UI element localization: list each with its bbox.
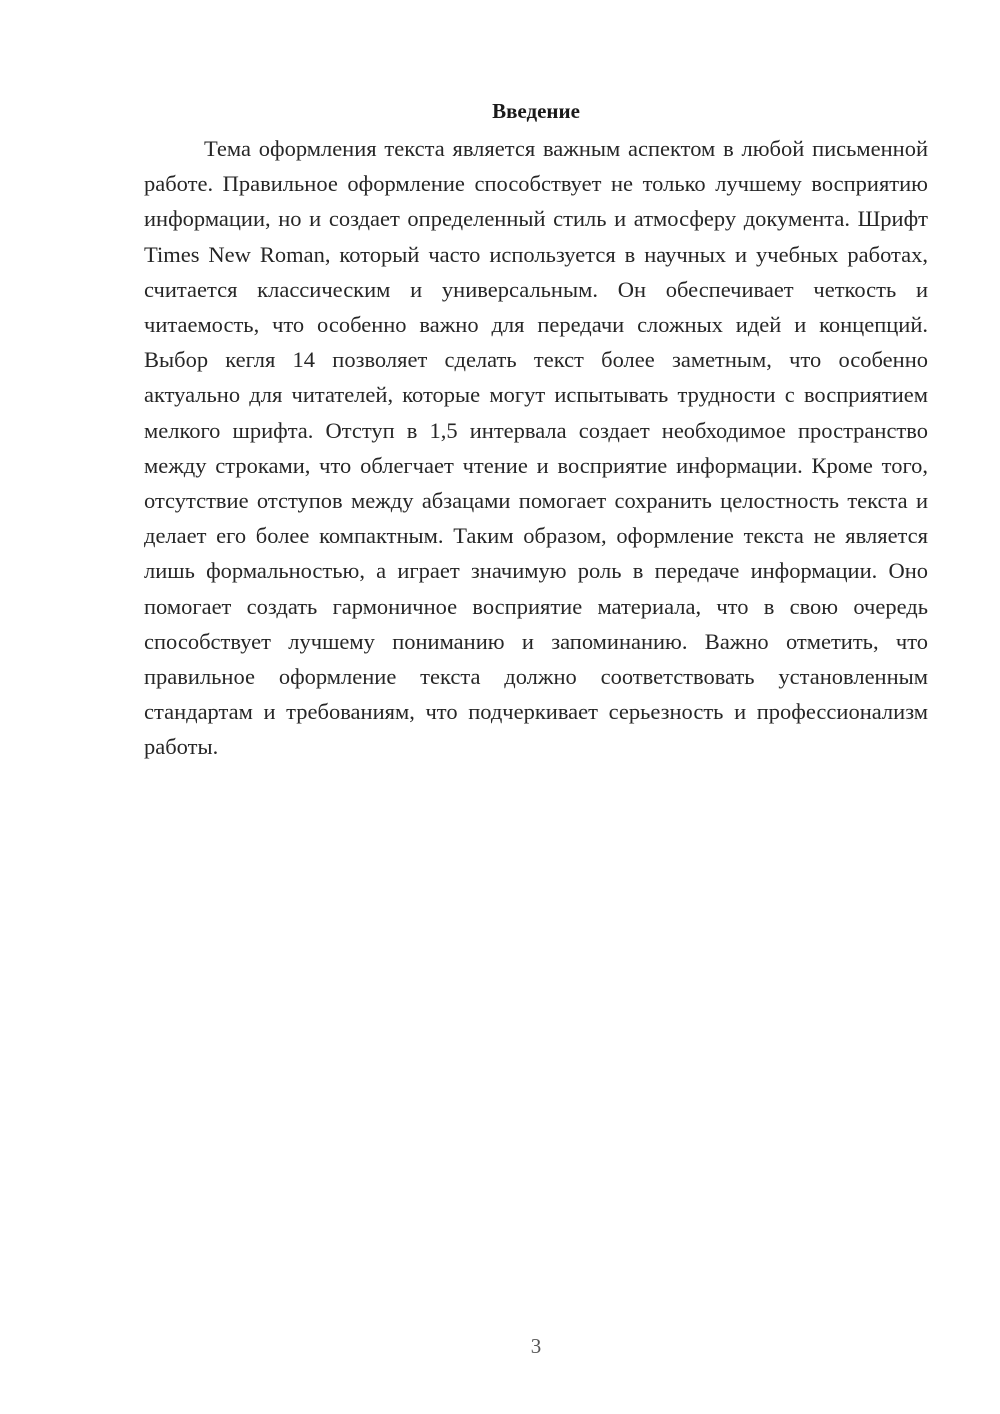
body-paragraph: Тема оформления текста является важным аспектом в любой письменной работе. Правильное оформление способствует не только лучшему восприятию информации, но и создает определенный стиль и атмосферу документа. Шрифт Times New Roman, который часто используется в научных и учебных работах, считается классическим и универсальным. Он обеспечивает четкость и читаемость, что особенно важно для передачи сложных идей и концепций. Выбор кегля 14 позволяет сделать текст более заметным, что особенно актуально для читателей, которые могут испытывать трудности с восприятием мелкого шрифта. Отступ в 1,5 интервала создает необходимое пространство между строками, что облегчает чтение и восприятие информации. Кроме того, отсутствие отступов между абзацами помогает сохранить целостность текста и делает его более компактным. Таким образом, оформление текста не является лишь формальностью, а играет значимую роль в передаче информации. Оно помогает создать гармоничное восприятие материала, что в свою очередь способствует лучшему пониманию и запоминанию. Важно отметить, что правильное оформление текста должно соответствовать установленным стандартам и требованиям, что подчеркивает серьезность и профессионализм работы. xyxy=(144,136,928,760)
page-number: 3 xyxy=(530,1334,542,1358)
section-heading: Введение xyxy=(492,99,580,123)
page-content xyxy=(144,94,928,765)
